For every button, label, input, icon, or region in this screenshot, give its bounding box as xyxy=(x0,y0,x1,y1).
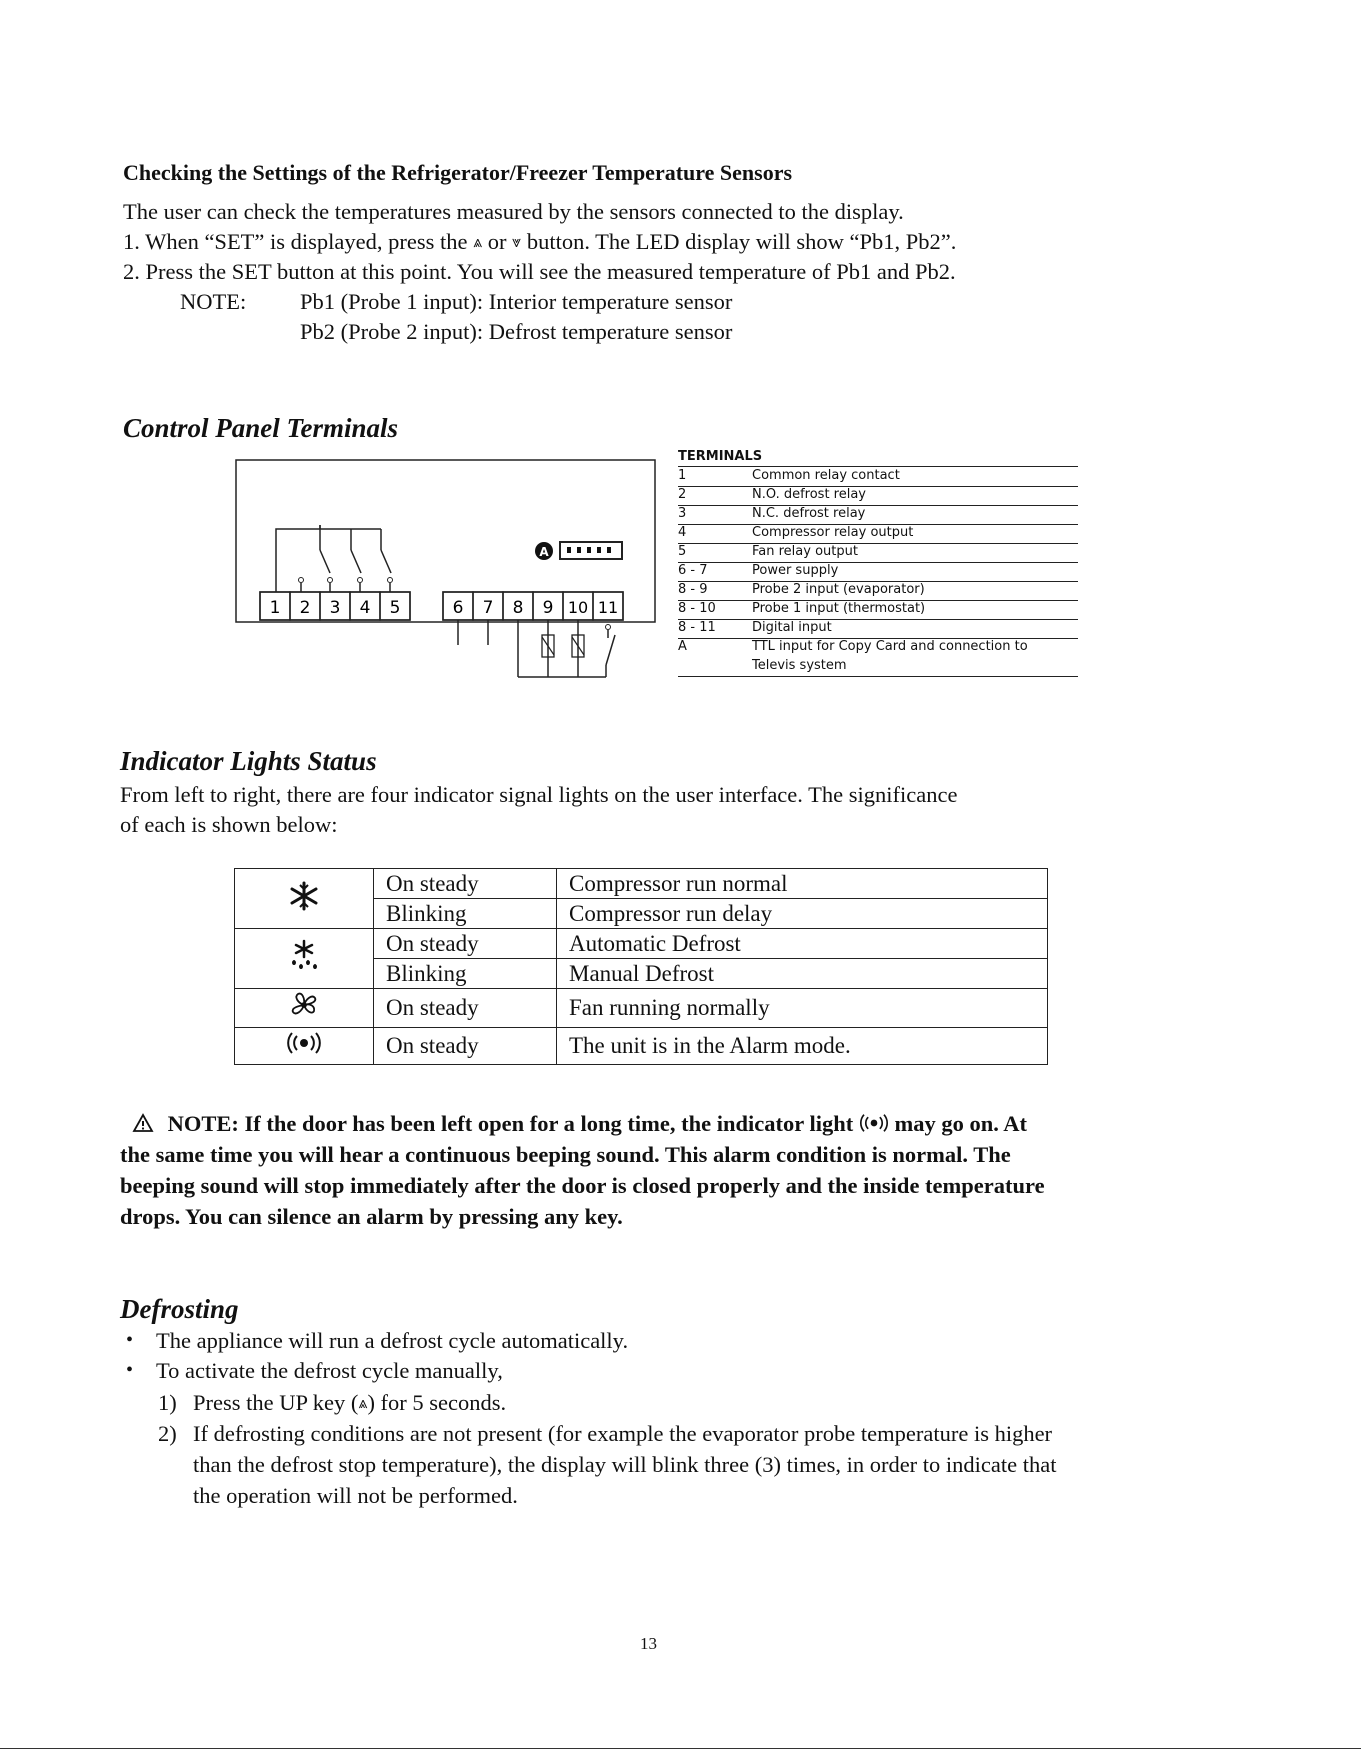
right-terminal-block xyxy=(443,592,623,620)
terminal-row: 8 - 11 Digital input xyxy=(678,619,1078,639)
defrost-item-1 xyxy=(193,1388,506,1419)
terminal-label-11: 11 xyxy=(597,598,619,617)
down-arrow-icon: ⩔ xyxy=(512,234,522,251)
terminal-diagram xyxy=(230,455,660,685)
terminal-row: 4 Compressor relay output xyxy=(678,524,1078,544)
terminal-label-3: 3 xyxy=(329,598,341,618)
up-arrow-icon: ⩓ xyxy=(358,1395,368,1412)
terminal-label-5: 5 xyxy=(389,598,401,618)
section-title-sensors: Checking the Settings of the Refrigerator/Freezer Temperature Sensors xyxy=(123,160,793,185)
terminal-label-6: 6 xyxy=(452,598,464,618)
indicators-intro-line-2: of each is shown below: xyxy=(120,812,338,837)
table-row xyxy=(235,869,1048,899)
terminal-row-continuation: Televis system xyxy=(752,658,847,673)
table-row xyxy=(235,989,1048,1028)
alarm-note-text-b: may go on. At xyxy=(894,1111,1028,1136)
alarm-icon xyxy=(859,1112,889,1134)
terminal-row: 5 Fan relay output xyxy=(678,543,1078,563)
terminal-label-4: 4 xyxy=(359,598,371,618)
defrost-item-1-number: 1) xyxy=(158,1390,177,1415)
defrost-item-2-number: 2) xyxy=(158,1421,177,1446)
section-title-indicators: Indicator Lights Status xyxy=(120,746,377,776)
section-title-terminals: Control Panel Terminals xyxy=(123,413,399,443)
terminal-row: 8 - 10 Probe 1 input (thermostat) xyxy=(678,600,1078,620)
note-line-1: Pb1 (Probe 1 input): Interior temperature sensor xyxy=(300,289,733,314)
defrost-item-2-line-1: If defrosting conditions are not present (for example the evaporator probe temperature is higher xyxy=(193,1421,1053,1446)
terminal-row: A TTL input for Copy Card and connection to Televis system xyxy=(678,638,1078,677)
state-cell: On steady xyxy=(374,1028,557,1065)
up-arrow-icon: ⩓ xyxy=(473,234,483,251)
port-a-label: A xyxy=(539,545,549,559)
step-1-text-b: button. The LED display will show “Pb1, Pb2”. xyxy=(526,229,957,254)
sensors-intro: The user can check the temperatures measured by the sensors connected to the display. xyxy=(123,199,904,224)
table-row xyxy=(235,929,1048,959)
note-label: NOTE: xyxy=(180,289,247,314)
alarm-note-line-2: the same time you will hear a continuous beeping sound. This alarm condition is normal. The xyxy=(120,1142,1011,1167)
defrost-bullet-2: To activate the defrost cycle manually, xyxy=(156,1358,503,1383)
defrost-item-2-line-2: than the defrost stop temperature), the display will blink three (3) times, in order to indicate that xyxy=(193,1452,1057,1477)
alarm-note-text-a: NOTE: If the door has been left open for a long time, the indicator light xyxy=(167,1111,854,1136)
terminal-row: 3 N.C. defrost relay xyxy=(678,505,1078,525)
state-cell: On steady xyxy=(374,989,557,1028)
terminals-heading: TERMINALS xyxy=(678,449,763,464)
terminal-row: 1 Common relay contact xyxy=(678,467,1078,487)
defrost-item-2-line-3: the operation will not be performed. xyxy=(193,1483,518,1508)
meaning-cell: The unit is in the Alarm mode. xyxy=(557,1028,1048,1065)
section-title-defrosting: Defrosting xyxy=(120,1294,239,1324)
table-row xyxy=(235,1028,1048,1065)
terminal-label-1: 1 xyxy=(269,598,281,618)
alarm-note-line-1 xyxy=(132,1108,1027,1139)
state-cell: On steady xyxy=(374,869,557,899)
terminal-label-8: 8 xyxy=(512,598,524,618)
state-cell: Blinking xyxy=(374,959,557,989)
terminal-label-2: 2 xyxy=(299,598,311,618)
terminal-row: 2 N.O. defrost relay xyxy=(678,486,1078,506)
bullet-icon: • xyxy=(126,1359,134,1381)
step-1-text-a: 1. When “SET” is displayed, press the xyxy=(123,229,468,254)
scan-edge-line xyxy=(0,1748,1361,1749)
meaning-cell: Compressor run delay xyxy=(557,899,1048,929)
step-2: 2. Press the SET button at this point. You will see the measured temperature of Pb1 and Pb2. xyxy=(123,259,956,284)
step-1-or: or xyxy=(487,229,507,254)
step-1 xyxy=(123,227,956,258)
terminals-table xyxy=(678,449,1078,709)
terminal-label-10: 10 xyxy=(567,598,589,617)
alarm-note-line-4: drops. You can silence an alarm by pressing any key. xyxy=(120,1204,623,1229)
indicator-table xyxy=(234,868,1048,1065)
defrost-item-1-text-a: Press the UP key ( xyxy=(193,1390,359,1415)
alarm-note-line-3: beeping sound will stop immediately after the door is closed properly and the inside temperature xyxy=(120,1173,1045,1198)
meaning-cell: Fan running normally xyxy=(557,989,1048,1028)
meaning-cell: Compressor run normal xyxy=(557,869,1048,899)
warning-icon xyxy=(132,1113,154,1133)
fan-icon xyxy=(235,989,374,1028)
defrost-icon xyxy=(235,929,374,989)
alarm-icon xyxy=(235,1028,374,1065)
meaning-cell: Manual Defrost xyxy=(557,959,1048,989)
note-line-2: Pb2 (Probe 2 input): Defrost temperature sensor xyxy=(300,319,733,344)
state-cell: On steady xyxy=(374,929,557,959)
defrost-item-1-text-b: ) for 5 seconds. xyxy=(367,1390,507,1415)
page-number: 13 xyxy=(640,1634,657,1653)
indicators-intro-line-1: From left to right, there are four indicator signal lights on the user interface. The significance xyxy=(120,782,958,807)
defrost-bullet-1: The appliance will run a defrost cycle automatically. xyxy=(156,1328,629,1353)
terminal-row: 8 - 9 Probe 2 input (evaporator) xyxy=(678,581,1078,601)
compressor-snowflake-icon xyxy=(235,869,374,929)
terminal-label-9: 9 xyxy=(542,598,554,618)
bullet-icon: • xyxy=(126,1329,134,1351)
state-cell: Blinking xyxy=(374,899,557,929)
terminal-row: 6 - 7 Power supply xyxy=(678,562,1078,582)
meaning-cell: Automatic Defrost xyxy=(557,929,1048,959)
left-terminal-block xyxy=(260,592,410,620)
terminal-label-7: 7 xyxy=(482,598,494,618)
